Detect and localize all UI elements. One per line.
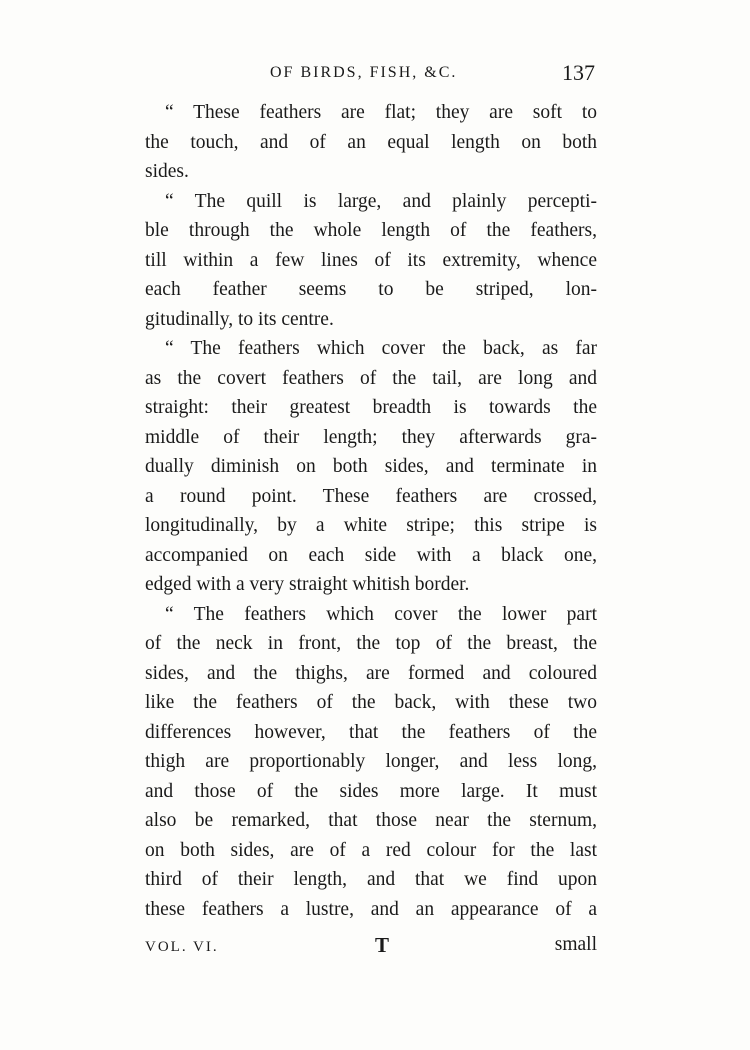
text-line: as the covert feathers of the tail, are long and	[145, 367, 597, 389]
text-line: thigh are proportionably longer, and less long,	[145, 751, 597, 772]
text-line: longitudinally, by a white stripe; this stripe is	[145, 515, 597, 536]
text-line: “ The feathers which cover the back, as far	[165, 338, 597, 359]
text-line: a round point. These feathers are crossed,	[145, 485, 597, 507]
text-line: like the feathers of the back, with these two	[145, 692, 597, 713]
text-line: also be remarked, that those near the sternum,	[145, 810, 597, 831]
text-line: “ These feathers are flat; they are soft to	[165, 102, 597, 123]
text-line: third of their length, and that we find upon	[145, 869, 597, 890]
text-line: dually diminish on both sides, and terminate in	[145, 456, 597, 477]
text-line: accompanied on each side with a black one,	[145, 544, 597, 566]
text-line: straight: their greatest breadth is towards the	[145, 397, 597, 418]
paragraph-4	[145, 600, 597, 925]
text-line: ble through the whole length of the feathers,	[145, 220, 597, 241]
text-line: gitudinally, to its centre.	[145, 308, 334, 330]
signature-mark: T	[375, 933, 390, 957]
text-line: differences however, that the feathers of the	[145, 721, 597, 743]
catchword: small	[554, 934, 597, 955]
text-line: each feather seems to be striped, lon-	[145, 279, 597, 300]
text-line: edged with a very straight whitish border.	[145, 574, 470, 595]
volume-signature: VOL. VI.	[145, 939, 219, 955]
page-number: 137	[562, 60, 595, 85]
text-line: “ The quill is large, and plainly percepti-	[165, 190, 597, 212]
text-line: sides, and the thighs, are formed and coloured	[145, 662, 597, 684]
text-line: sides.	[145, 161, 189, 182]
body-text	[145, 98, 597, 924]
text-line: and those of the sides more large. It must	[145, 780, 597, 802]
text-line: the touch, and of an equal length on both	[145, 131, 597, 153]
text-line: of the neck in front, the top of the breast, the	[145, 633, 597, 654]
page-footer	[145, 933, 597, 963]
paragraph-3	[145, 334, 597, 600]
text-line: on both sides, are of a red colour for the last	[145, 839, 597, 861]
text-line: these feathers a lustre, and an appearance of a	[145, 898, 597, 920]
paragraph-2	[145, 187, 597, 335]
paragraph-1	[145, 98, 597, 187]
text-line: till within a few lines of its extremity, whence	[145, 249, 597, 271]
text-line: “ The feathers which cover the lower part	[165, 603, 597, 625]
running-title: OF BIRDS, FISH, &C.	[270, 64, 458, 81]
text-line: middle of their length; they afterwards gra-	[145, 426, 597, 448]
running-head	[145, 60, 595, 88]
